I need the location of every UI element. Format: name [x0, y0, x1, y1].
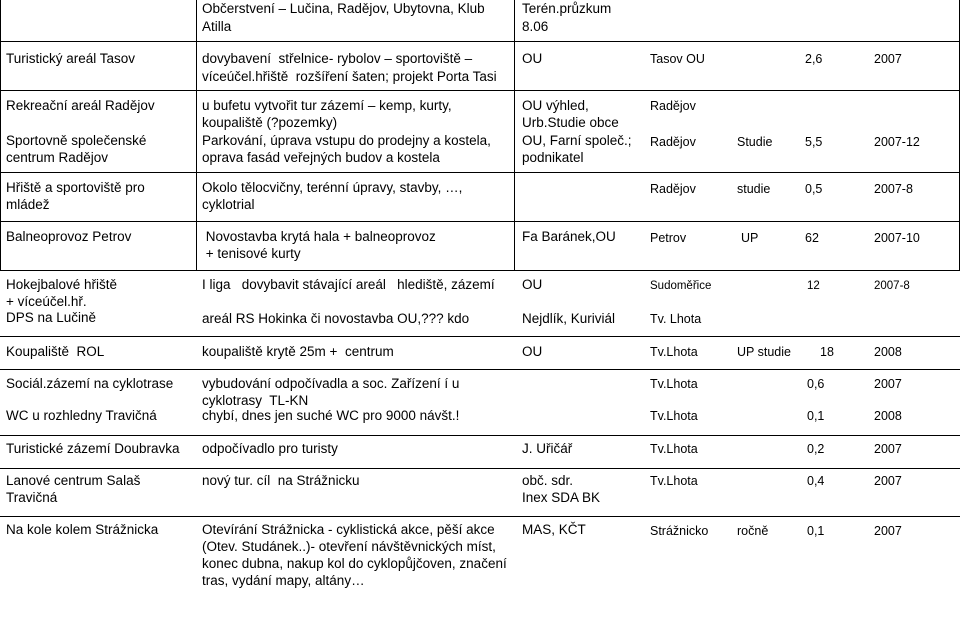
row-9-description: koupaliště krytě 25m + centrum [202, 344, 394, 359]
row-4-cost: 5,5 [805, 135, 823, 149]
row-5-description-line-1: Okolo tělocvičny, terénní úpravy, stavby, …, [202, 180, 463, 195]
row-14-cost: 0,1 [807, 524, 825, 538]
row-7-project-line-1: Hokejbalové hřiště [6, 277, 118, 292]
row-14-description-line-4: tras, vydání mapy, altány… [202, 573, 365, 588]
row-5-type: studie [737, 182, 771, 196]
row-2-description-line-1: dovybavení střelnice- rybolov – sportoviště – [202, 51, 473, 66]
row-10-cost: 0,6 [807, 377, 825, 391]
row-13-partner-line-2: Inex SDA BK [522, 490, 601, 505]
row-14-location: Strážnicko [650, 524, 709, 538]
row-14-description-line-2: (Otev. Studánek..)- otevření návštěvnických míst, [202, 539, 496, 554]
row-11-description: chybí, dnes jen suché WC pro 9000 návšt.! [202, 408, 460, 423]
column-divider [514, 0, 515, 270]
row-10-description-line-2: cyklotrasy TL-KN [202, 393, 309, 408]
row-10-project: Sociál.zázemí na cyklotrase [6, 376, 174, 391]
row-4-location: Radějov [650, 135, 696, 149]
row-5-project-line-2: mládež [6, 197, 50, 212]
row-2-cost: 2,6 [805, 52, 823, 66]
column-divider [196, 0, 197, 270]
row-14-description-line-3: konec dubna, nakup kol do cyklopůjčoven, značení [202, 556, 507, 571]
row-4-project-line-1: Sportovně společenské [6, 133, 147, 148]
row-14-type: ročně [737, 524, 769, 538]
row-13-partner-line-1: obč. sdr. [522, 473, 574, 488]
row-12-location: Tv.Lhota [650, 442, 698, 456]
row-divider [0, 41, 960, 42]
row-11-location: Tv.Lhota [650, 409, 698, 423]
row-9-cost: 18 [820, 345, 834, 359]
row-2-description-line-2: víceúčel.hřiště rozšíření šaten; projekt Porta Tasi [202, 69, 497, 84]
column-divider [0, 0, 1, 270]
row-2-year: 2007 [874, 52, 902, 66]
row-9-location: Tv.Lhota [650, 345, 698, 359]
row-7-partner: OU [522, 277, 543, 292]
row-13-cost: 0,4 [807, 474, 825, 488]
row-6-description-line-1: Novostavba krytá hala + balneoprovoz [202, 229, 436, 244]
row-6-description-line-2: + tenisové kurty [202, 246, 301, 261]
row-divider [0, 369, 960, 370]
row-divider [0, 221, 960, 222]
row-6-project: Balneoprovoz Petrov [6, 229, 132, 244]
row-3-project: Rekreační areál Radějov [6, 98, 155, 113]
row-11-year: 2008 [874, 409, 902, 423]
row-5-cost: 0,5 [805, 182, 823, 196]
row-8-project: DPS na Lučině [6, 310, 97, 325]
row-6-year: 2007-10 [874, 231, 920, 245]
row-9-project: Koupaliště ROL [6, 344, 105, 359]
row-12-partner: J. Uřičář [522, 441, 573, 456]
row-4-description-line-1: Parkování, úprava vstupu do prodejny a kostela, [202, 133, 491, 148]
row-divider [0, 435, 960, 436]
row-14-partner: MAS, KČT [522, 522, 586, 537]
row-7-year: 2007-8 [874, 280, 910, 292]
row-1-description-line-1: Občerstvení – Lučina, Radějov, Ubytovna, Klub [202, 1, 485, 16]
row-2-project: Turistický areál Tasov [6, 51, 136, 66]
row-1-partner-line-1: Terén.průzkum [522, 1, 612, 16]
row-13-year: 2007 [874, 474, 902, 488]
row-1-description-line-2: Atilla [202, 19, 232, 34]
row-6-cost: 62 [805, 231, 819, 245]
row-4-partner-line-1: OU, Farní společ.; [522, 133, 632, 148]
row-4-project-line-2: centrum Radějov [6, 150, 109, 165]
row-3-description-line-2: koupaliště (?pozemky) [202, 115, 338, 130]
row-11-cost: 0,1 [807, 409, 825, 423]
row-10-year: 2007 [874, 377, 902, 391]
row-7-project-line-2: + víceúčel.hř. [6, 294, 87, 309]
row-9-partner: OU [522, 344, 543, 359]
row-1-partner-line-2: 8.06 [522, 19, 549, 34]
row-4-partner-line-2: podnikatel [522, 150, 584, 165]
row-6-type: UP [741, 231, 759, 245]
row-6-partner: Fa Baránek,OU [522, 229, 616, 244]
row-12-description: odpočívadlo pro turisty [202, 441, 338, 456]
row-4-year: 2007-12 [874, 135, 920, 149]
row-divider [0, 270, 960, 271]
row-11-project: WC u rozhledny Travičná [6, 408, 157, 423]
row-3-partner-line-2: Urb.Studie obce [522, 115, 619, 130]
row-12-cost: 0,2 [807, 442, 825, 456]
row-divider [0, 172, 960, 173]
row-13-location: Tv.Lhota [650, 474, 698, 488]
row-3-partner-line-1: OU výhled, [522, 98, 589, 113]
row-13-description: nový tur. cíl na Strážnicku [202, 473, 360, 488]
row-12-project: Turistické zázemí Doubravka [6, 441, 180, 456]
row-4-type: Studie [737, 135, 773, 149]
row-5-location: Radějov [650, 182, 696, 196]
row-9-type: UP studie [737, 345, 791, 359]
row-3-description-line-1: u bufetu vytvořit tur zázemí – kemp, kurty, [202, 98, 452, 113]
row-9-year: 2008 [874, 345, 902, 359]
row-5-project-line-1: Hřiště a sportoviště pro [6, 180, 145, 195]
row-14-project: Na kole kolem Strážnicka [6, 522, 159, 537]
row-2-location: Tasov OU [650, 52, 705, 66]
row-divider [0, 516, 960, 517]
row-14-description-line-1: Otevírání Strážnicka - cyklistická akce, pěší akce [202, 522, 495, 537]
row-10-location: Tv.Lhota [650, 377, 698, 391]
row-14-year: 2007 [874, 524, 902, 538]
row-7-description: I liga dovybavit stávající areál hlediště, zázemí [202, 277, 495, 292]
row-3-location: Radějov [650, 99, 696, 113]
row-5-description-line-2: cyklotrial [202, 197, 255, 212]
row-8-partner: Nejdlík, Kuriviál [522, 311, 616, 326]
row-8-location: Tv. Lhota [650, 312, 702, 326]
row-8-description: areál RS Hokinka či novostavba OU,??? kdo [202, 311, 470, 326]
row-divider [0, 468, 960, 469]
row-divider [0, 336, 960, 337]
row-7-location: Sudoměřice [650, 280, 712, 292]
row-10-description-line-1: vybudování odpočívadla a soc. Zařízení í u [202, 376, 460, 391]
row-6-location: Petrov [650, 231, 687, 245]
row-7-cost: 12 [807, 280, 820, 292]
row-divider [0, 90, 960, 91]
row-2-partner: OU [522, 51, 543, 66]
row-13-project-line-1: Lanové centrum Salaš [6, 473, 141, 488]
row-4-description-line-2: oprava fasád veřejných budov a kostela [202, 150, 440, 165]
row-5-year: 2007-8 [874, 182, 913, 196]
row-12-year: 2007 [874, 442, 902, 456]
row-13-project-line-2: Travičná [6, 490, 58, 505]
